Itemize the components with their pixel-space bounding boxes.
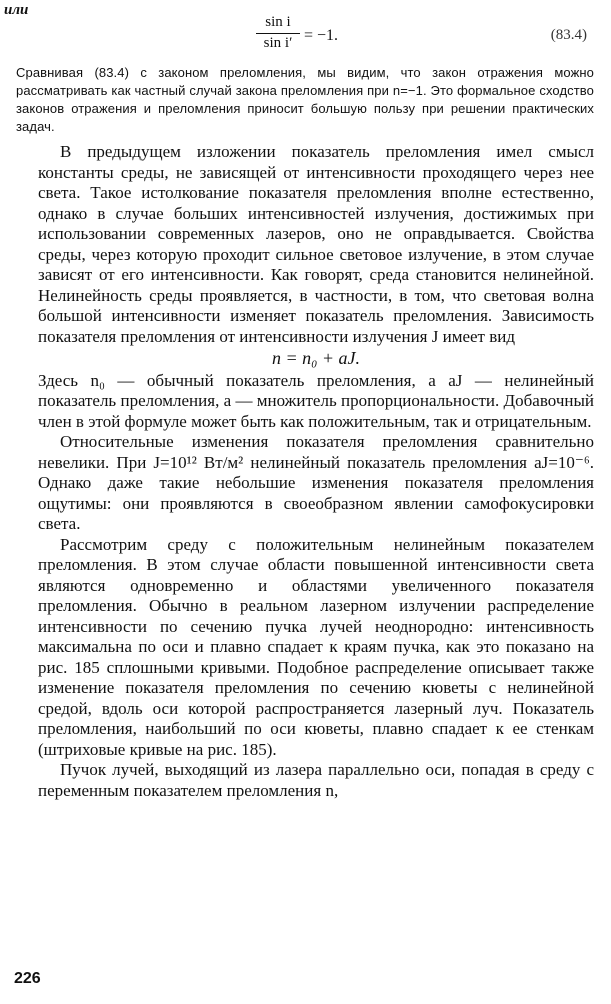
paragraph-4: Рассмотрим среду с положительным нелинейным показателем преломления. В этом случае области повышенной интенсивности света являются одновременно и областями увеличенного показателя преломления. Обычно в реальном лазерном излучении распределение интенсивности по сечению пучка лучей неоднородно: интенсивность максимальна по оси и плавно спадает к краям пучка, как это показано на рис. 185 сплошными кривыми. Подобное распределение описывает также изменение показателя преломления по сечению кюветы с нелинейной средой, вдоль оси которой распространяется лазерный луч. Показатель преломления, наибольший по оси кюветы, плавно спадает к ее стенкам (штриховые кривые на рис. 185).: [38, 534, 594, 759]
formula-n: n = n₀ + aJ.: [271, 348, 361, 368]
fraction-numerator: sin i: [265, 14, 291, 30]
equation-number: (83.4): [550, 27, 587, 43]
fraction-denominator: sin i′: [263, 35, 293, 51]
formula-rhs: = −1.: [304, 27, 339, 44]
formula-83-4: [0, 14, 611, 64]
small-print-paragraph: Сравнивая (83.4) с законом преломления, мы видим, что закон отражения можно рассматривать как частный случай закона преломления при n=−1. Это формальное сходство законов отражения и преломления приносит большую пользу при решении практических задач.: [16, 65, 594, 134]
page-number: 226: [14, 970, 41, 987]
paragraph-3: Относительные изменения показателя преломления сравнительно невелики. При J=10¹² Вт/м² нелинейный показатель преломления aJ=10⁻⁶. Однако даже такие небольшие изменения показателя преломления ощутимы: они проявляются в своеобразном явлении самофокусировки света.: [38, 432, 594, 533]
paragraph-1: В предыдущем изложении показатель преломления имел смысл константы среды, не зависящей от интенсивности проходящего через нее света. Такое истолкование показателя преломления вполне естественно, однако в случае больших интенсивностей излучения, достижимых при использовании современных лазеров, оно не оправдывается. Свойства среды, через которую проходит сильное световое излучение, в этом случае зависят от его интенсивности. Как говорят, среда становится нелинейной. Нелинейность среды проявляется, в частности, в том, что световая волна большой интенсивности изменяет показатель преломления. Зависимость показателя преломления от интенсивности излучения J имеет вид: [38, 142, 594, 346]
paragraph-2: Здесь n₀ — обычный показатель преломления, а aJ — нелинейный показатель преломления, a — множитель пропорциональности. Добавочный член в этой формуле может быть как положительным, так и отрицательным.: [38, 370, 594, 431]
word-ili: или: [4, 2, 29, 18]
paragraph-5: Пучок лучей, выходящий из лазера параллельно оси, попадая в среду с переменным показателем преломления n,: [38, 760, 594, 800]
fraction: [254, 14, 302, 52]
main-text: [38, 142, 594, 801]
